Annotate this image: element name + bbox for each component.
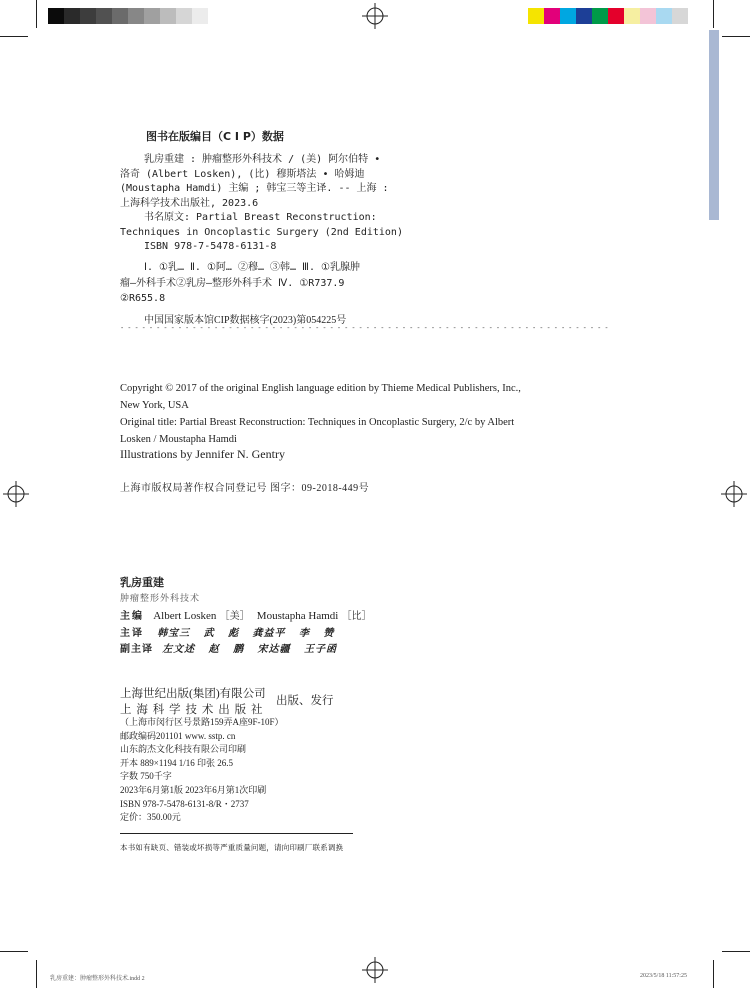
cip-line: 书名原文: Partial Breast Reconstruction: (144, 212, 377, 223)
cip-line: 上海科学技术出版社, 2023.6 (120, 197, 259, 209)
color-swatch (608, 8, 624, 24)
editors-line (120, 607, 372, 622)
vice-translators-line (120, 640, 337, 655)
gray-swatch (160, 8, 176, 24)
registration-mark-bottom (362, 957, 388, 983)
contract-number: 上海市版权局著作权合同登记号 图字：09-2018-449号 (120, 483, 370, 494)
publisher-address: （上海市闵行区号景路159弄A座9F-10F） (120, 717, 284, 727)
color-swatch (528, 8, 544, 24)
price: 定价：350.00元 (120, 812, 181, 823)
bleed-tab (709, 30, 719, 220)
cip-entry (120, 153, 403, 255)
gray-swatch (80, 8, 96, 24)
translator-role: 主译 (120, 628, 144, 639)
copyright-line: Copyright © 2017 of the original English language edition by Thieme Medical Publishers, Inc., (120, 383, 521, 394)
book-subtitle: 肿瘤整形外科技术 (120, 594, 201, 604)
printer: 山东韵杰文化科技有限公司印刷 (120, 744, 247, 755)
cip-dash-rule: - - - - - - - - - - - - - - - - - - - - - - - - - - - - - - - - - - - - - - - - - - - - - - - - - - - - - - - - - - - - - - - - - - - - (120, 324, 608, 332)
registration-mark-left (3, 481, 29, 507)
format-info: 开本 889×1194 1/16 印张 26.5 (120, 757, 233, 768)
cip-line: 乳房重建 : 肿瘤整形外科技术 / (美) 阿尔伯特 • (144, 154, 381, 165)
editor-country: ［比］ (341, 611, 372, 622)
imprint-details (120, 716, 284, 825)
book-title: 乳房重建 (120, 576, 164, 589)
publisher-group: 上海世纪出版(集团)有限公司 (120, 688, 266, 700)
gray-swatch (96, 8, 112, 24)
color-swatch (592, 8, 608, 24)
editor-name: Moustapha Hamdi (256, 610, 339, 622)
cip-heading: 图书在版编目（C I P）数据 (146, 130, 284, 143)
color-swatch (656, 8, 672, 24)
color-swatch (560, 8, 576, 24)
word-count: 字数 750千字 (120, 771, 172, 782)
class-line: ②R655.8 (120, 293, 166, 304)
copyright-block (120, 380, 521, 448)
color-swatch (544, 8, 560, 24)
gray-swatch (192, 8, 208, 24)
copyright-line: Losken / Moustapha Hamdi (120, 434, 237, 445)
gray-swatch (144, 8, 160, 24)
translators-line (120, 624, 334, 639)
edition-info: 2023年6月第1版 2023年6月第1次印刷 (120, 784, 267, 795)
gray-swatch (176, 8, 192, 24)
grayscale-calibration-bar (48, 8, 224, 24)
cip-classification (120, 260, 360, 307)
registration-mark-right (721, 481, 747, 507)
color-swatch (624, 8, 640, 24)
editor-name: Albert Losken (153, 610, 217, 622)
registration-mark-top (362, 3, 388, 29)
class-line: Ⅰ. ①乳… Ⅱ. ①阿… ②穆… ③韩… Ⅲ. ①乳腺肿 (144, 262, 360, 273)
notice-divider (120, 833, 353, 834)
vice-translator-role: 副主译 (120, 644, 153, 655)
cip-line: (Moustapha Hamdi) 主编 ; 韩宝三等主译. -- 上海 : (120, 183, 389, 194)
quality-notice: 本书如有缺页、错装或坏损等严重质量问题，请向印刷厂联系调换 (120, 843, 344, 852)
color-swatch (672, 8, 688, 24)
cip-line: ISBN 978-7-5478-6131-8 (144, 241, 277, 252)
class-line: 瘤—外科手术②乳房—整形外科手术 Ⅳ. ①R737.9 (120, 277, 345, 289)
cip-line: Techniques in Oncoplastic Surgery (2nd Edition) (120, 226, 403, 238)
vice-translator-names: 左文述 赵 鹏 宋达疆 王子函 (162, 644, 337, 655)
cip-csn: 中国国家版本馆CIP数据核字(2023)第054225号 (144, 315, 347, 326)
gray-swatch (64, 8, 80, 24)
editor-country: ［美］ (219, 611, 250, 622)
publisher-action: 出版、发行 (276, 695, 334, 707)
gray-swatch (112, 8, 128, 24)
timestamp-slug: 2023/5/18 11:57:25 (640, 973, 687, 979)
cip-line: 洛奇 (Albert Losken), (比) 穆斯塔法 • 哈姆迪 (120, 168, 365, 180)
gray-swatch (208, 8, 224, 24)
illustrations-credit: Illustrations by Jennifer N. Gentry (120, 447, 285, 461)
gray-swatch (128, 8, 144, 24)
postcode-web: 邮政编码201101 www. sstp. cn (120, 730, 236, 741)
isbn: ISBN 978-7-5478-6131-8/R・2737 (120, 798, 249, 809)
copyright-line: Original title: Partial Breast Reconstruction: Techniques in Oncoplastic Surgery, 2/c by Albert (120, 417, 515, 428)
gray-swatch (48, 8, 64, 24)
color-swatch (640, 8, 656, 24)
color-calibration-bar (528, 8, 688, 24)
editor-role: 主编 (120, 611, 144, 622)
publisher-house: 上 海 科 学 技 术 出 版 社 (120, 704, 264, 716)
copyright-line: New York, USA (120, 400, 189, 411)
translator-names: 韩宝三 武 彪 龚益平 李 赞 (157, 628, 335, 639)
color-swatch (576, 8, 592, 24)
file-slug: 乳房重建：肿瘤整形外科技术.indd 2 (50, 976, 145, 982)
